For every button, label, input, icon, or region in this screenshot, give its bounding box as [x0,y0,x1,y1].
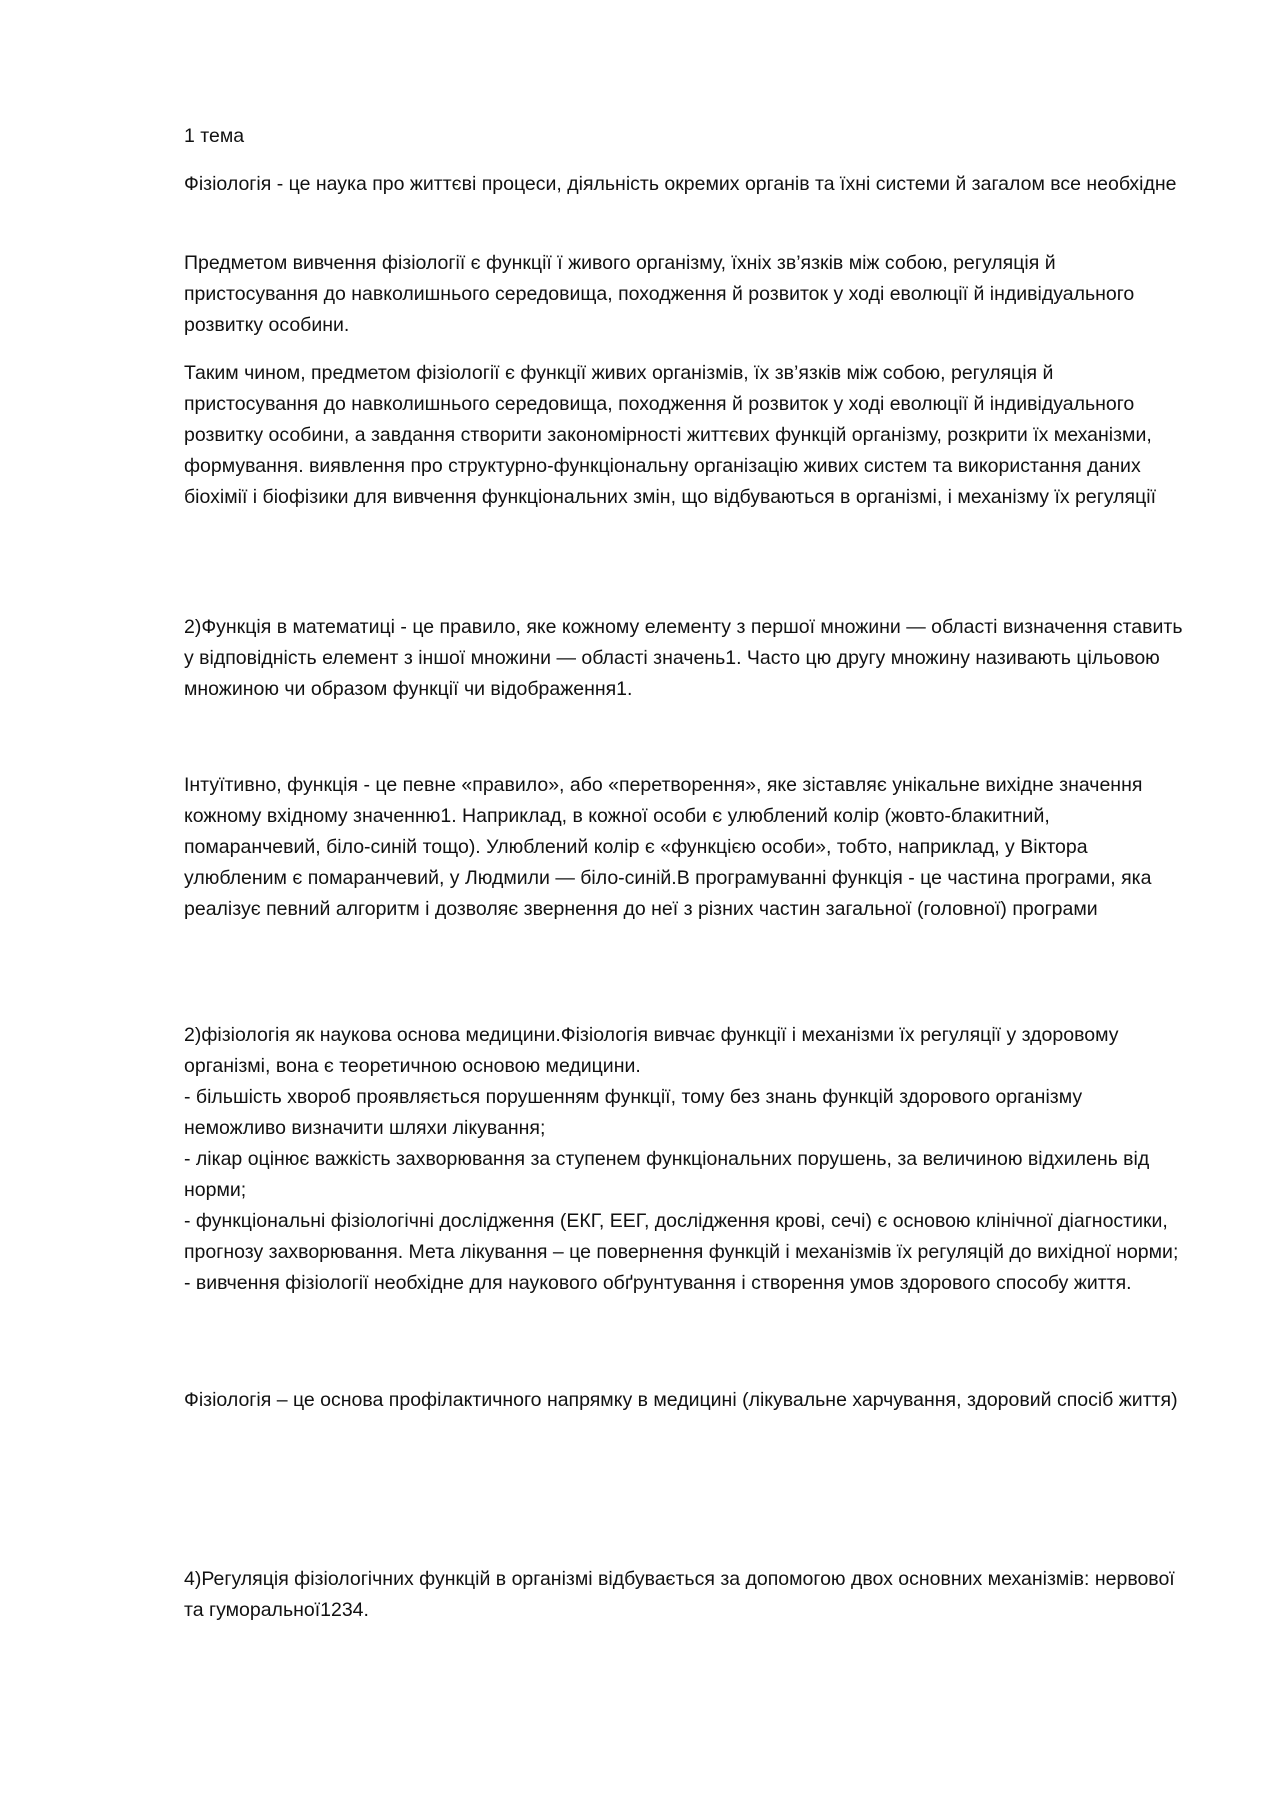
paragraph-definition: Фізіологія - це наука про життєві процеси, діяльність окремих органів та їхні системи й загалом все необхідне [184,173,1177,195]
document-heading: 1 тема [184,125,245,147]
paragraph-subject: Предметом вивчення фізіології є функції ї живого організму, їхніх зв’язків між собою, регуляція й пристосування до навколишнього середовища, походження й розвиток у ході еволюції й індивідуального розвитку особини. [184,252,1135,336]
paragraph-math-function: 2)Функція в математиці - це правило, яке кожному елементу з першої множини — області визначення ставить у відповідність елемент з іншої множини — області значень1. Часто цю другу множину називають цільовою множиною чи образом функції чи відображення1. [184,616,1183,700]
paragraph-intuitive-function: Інтуїтивно, функція - це певне «правило», або «перетворення», яке зіставляє унікальне вихідне значення кожному вхідному значенню1. Наприклад, в кожної особи є улюблений колір (жовто-блакитний, помаранчевий, біло-синій тощо). Улюблений колір є «функцією особи», тобто, наприклад, у Віктора улюбленим є помаранчевий, у Людмили — біло-синій.В програмуванні функція - це частина програми, яка реалізує певний алгоритм і дозволяє звернення до неї з різних частин загальної (головної) програми [184,774,1152,920]
paragraph-medicine-basis: 2)фізіологія як наукова основа медицини.Фізіологія вивчає функції і механізми їх регуляції у здоровому організмі, вона є теоретичною основою медицини. - більшість хвороб проявляється порушенням функції, тому без знань функцій здорового організму неможливо визначити шляхи лікування; - лікар оцінює важкість захворювання за ступенем функціональних порушень, за величиною відхилень від норми; - функціональні фізіологічні дослідження (ЕКГ, ЕЕГ, дослідження крові, сечі) є основою клінічної діагностики, прогнозу захворювання. Мета лікування – це повернення функцій і механізмів їх регуляцій до вихідної норми; - вивчення фізіології необхідне для наукового обґрунтування і створення умов здорового способу життя. [184,1024,1179,1294]
paragraph-regulation: 4)Регуляція фізіологічних функцій в організмі відбувається за допомогою двох основних механізмів: нервової та гуморальної1234. [184,1568,1175,1621]
document-page [184,0,1184,1811]
paragraph-prophylaxis: Фізіологія – це основа профілактичного напрямку в медицині (лікувальне харчування, здоровий спосіб життя) [184,1389,1178,1411]
paragraph-tasks: Таким чином, предметом фізіології є функції живих організмів, їх зв’язків між собою, регуляція й пристосування до навколишнього середовища, походження й розвиток у ході еволюції й індивідуального розвитку особини, а завдання створити закономірності життєвих функцій організму, розкрити їх механізми, формування. виявлення про структурно-функціональну організацію живих систем та використання даних біохімії і біофізики для вивчення функціональних змін, що відбуваються в організмі, і механізму їх регуляції [184,362,1157,508]
